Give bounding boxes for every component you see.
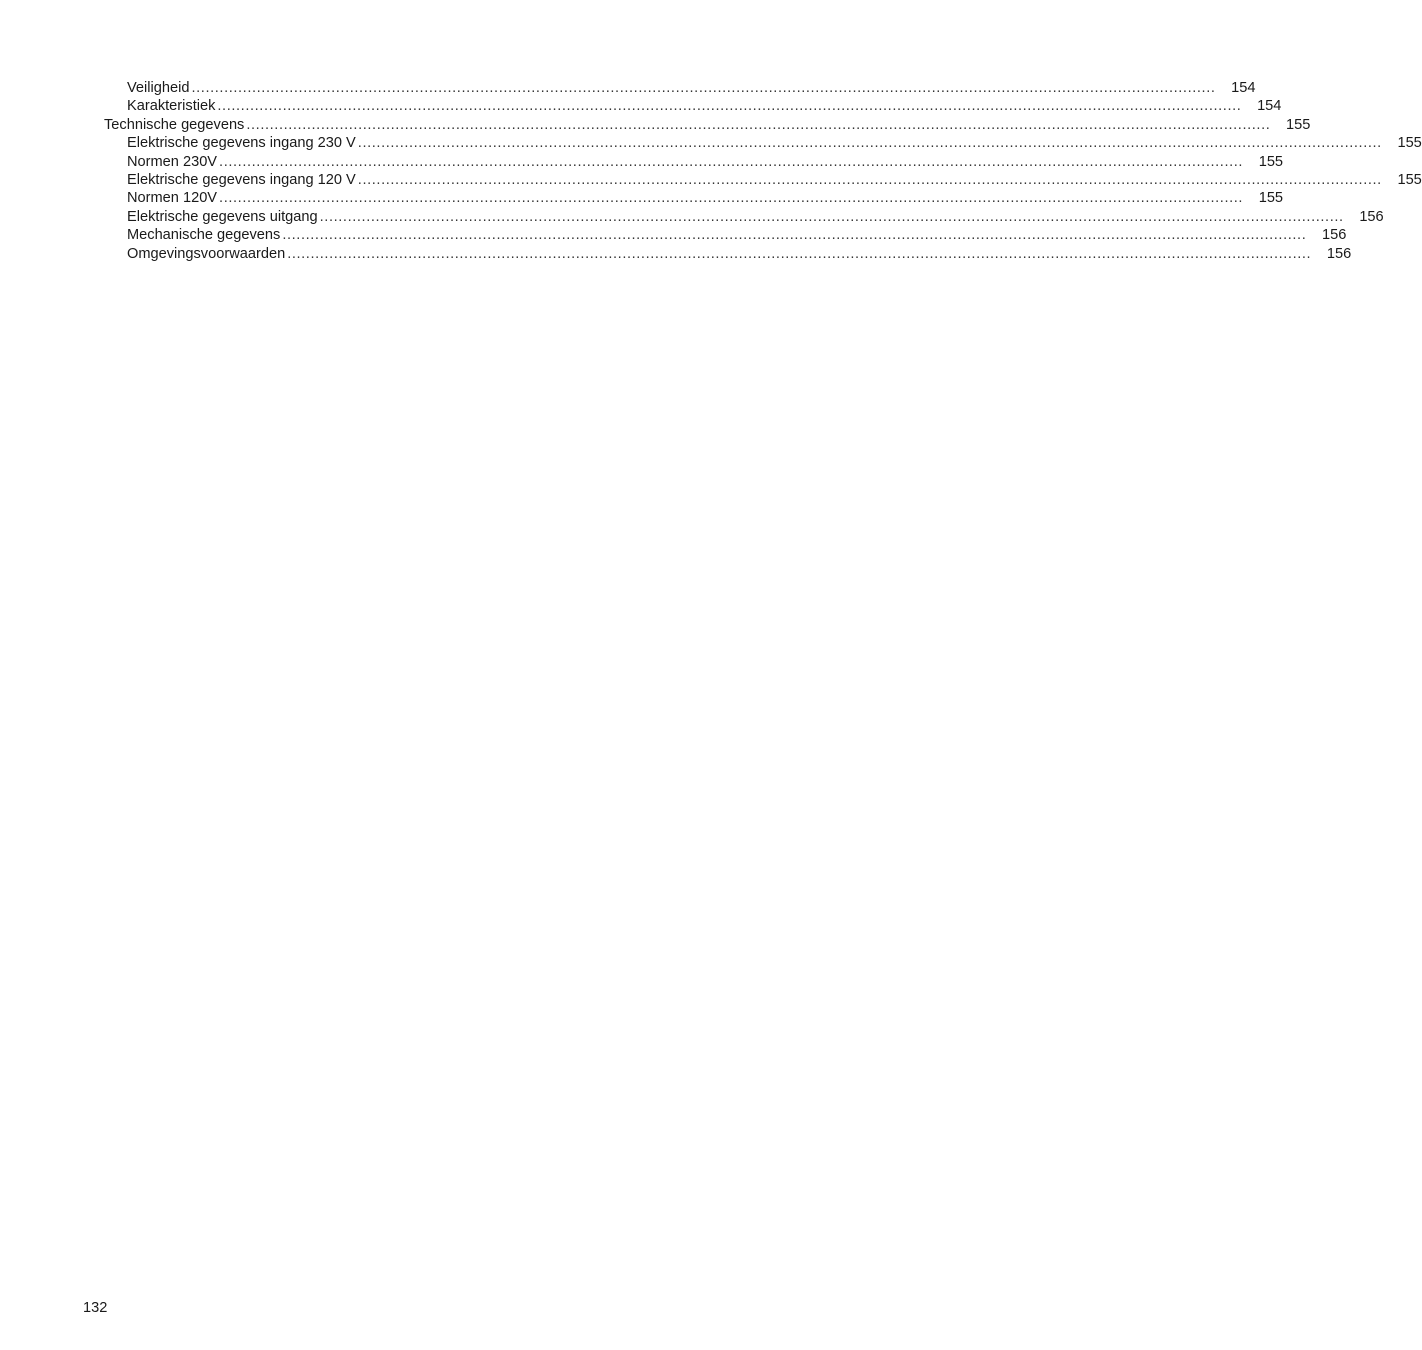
toc-entry-title: Veiligheid: [127, 80, 190, 96]
toc-dot-leader: ............................................................................................................................................................................................................................: [246, 116, 1271, 133]
toc-entry-page: 155: [1286, 116, 1311, 133]
toc-entry-title: Normen 120V: [127, 190, 218, 207]
toc-entry[interactable]: [104, 245, 1352, 263]
toc-entry-page: 156: [1322, 227, 1347, 244]
toc-entry[interactable]: [104, 134, 1422, 152]
toc-entry[interactable]: [104, 153, 1284, 171]
toc-entry-page: 154: [1257, 98, 1282, 115]
toc-entry-title: Elektrische gegevens ingang 120 V: [127, 171, 356, 188]
toc-entry-page: 155: [1258, 153, 1284, 170]
toc-entry-page: 156: [1359, 208, 1384, 225]
toc-entry[interactable]: [104, 79, 1256, 97]
toc-dot-leader: ............................................................................................................................................................................................................................: [191, 80, 1216, 96]
toc-entry-title: Elektrische gegevens uitgang: [127, 208, 318, 225]
toc-dot-leader: ............................................................................................................................................................................................................................: [219, 153, 1244, 170]
toc-entry[interactable]: [104, 208, 1384, 226]
toc-entry-page: 155: [1397, 171, 1422, 188]
toc-dot-leader: ............................................................................................................................................................................................................................: [357, 135, 1382, 152]
toc-entry-title: Normen 230V: [127, 153, 218, 170]
toc-entry-page: 155: [1258, 190, 1284, 207]
table-of-contents: [104, 79, 1422, 263]
toc-entry-title: Omgevingsvoorwaarden: [127, 245, 286, 262]
toc-dot-leader: ............................................................................................................................................................................................................................: [219, 190, 1244, 207]
toc-entry-page: 156: [1326, 245, 1352, 262]
toc-entry[interactable]: [104, 226, 1347, 244]
toc-dot-leader: ............................................................................................................................................................................................................................: [319, 208, 1344, 225]
toc-entry[interactable]: [104, 116, 1311, 134]
toc-entry-title: Elektrische gegevens ingang 230 V: [127, 135, 356, 152]
toc-entry[interactable]: [104, 171, 1422, 189]
toc-entry-title: Karakteristiek: [127, 98, 216, 115]
toc-entry[interactable]: [104, 189, 1284, 207]
toc-dot-leader: ............................................................................................................................................................................................................................: [357, 171, 1382, 188]
toc-entry-page: 154: [1231, 80, 1256, 96]
toc-dot-leader: ............................................................................................................................................................................................................................: [282, 227, 1307, 244]
toc-entry-page: 155: [1397, 135, 1422, 152]
toc-dot-leader: ............................................................................................................................................................................................................................: [217, 98, 1242, 115]
page-number: 132: [83, 1300, 108, 1316]
toc-entry[interactable]: [104, 97, 1282, 115]
toc-entry-title: Mechanische gegevens: [127, 227, 281, 244]
toc-dot-leader: ............................................................................................................................................................................................................................: [287, 245, 1312, 262]
toc-entry-title: Technische gegevens: [104, 116, 245, 133]
